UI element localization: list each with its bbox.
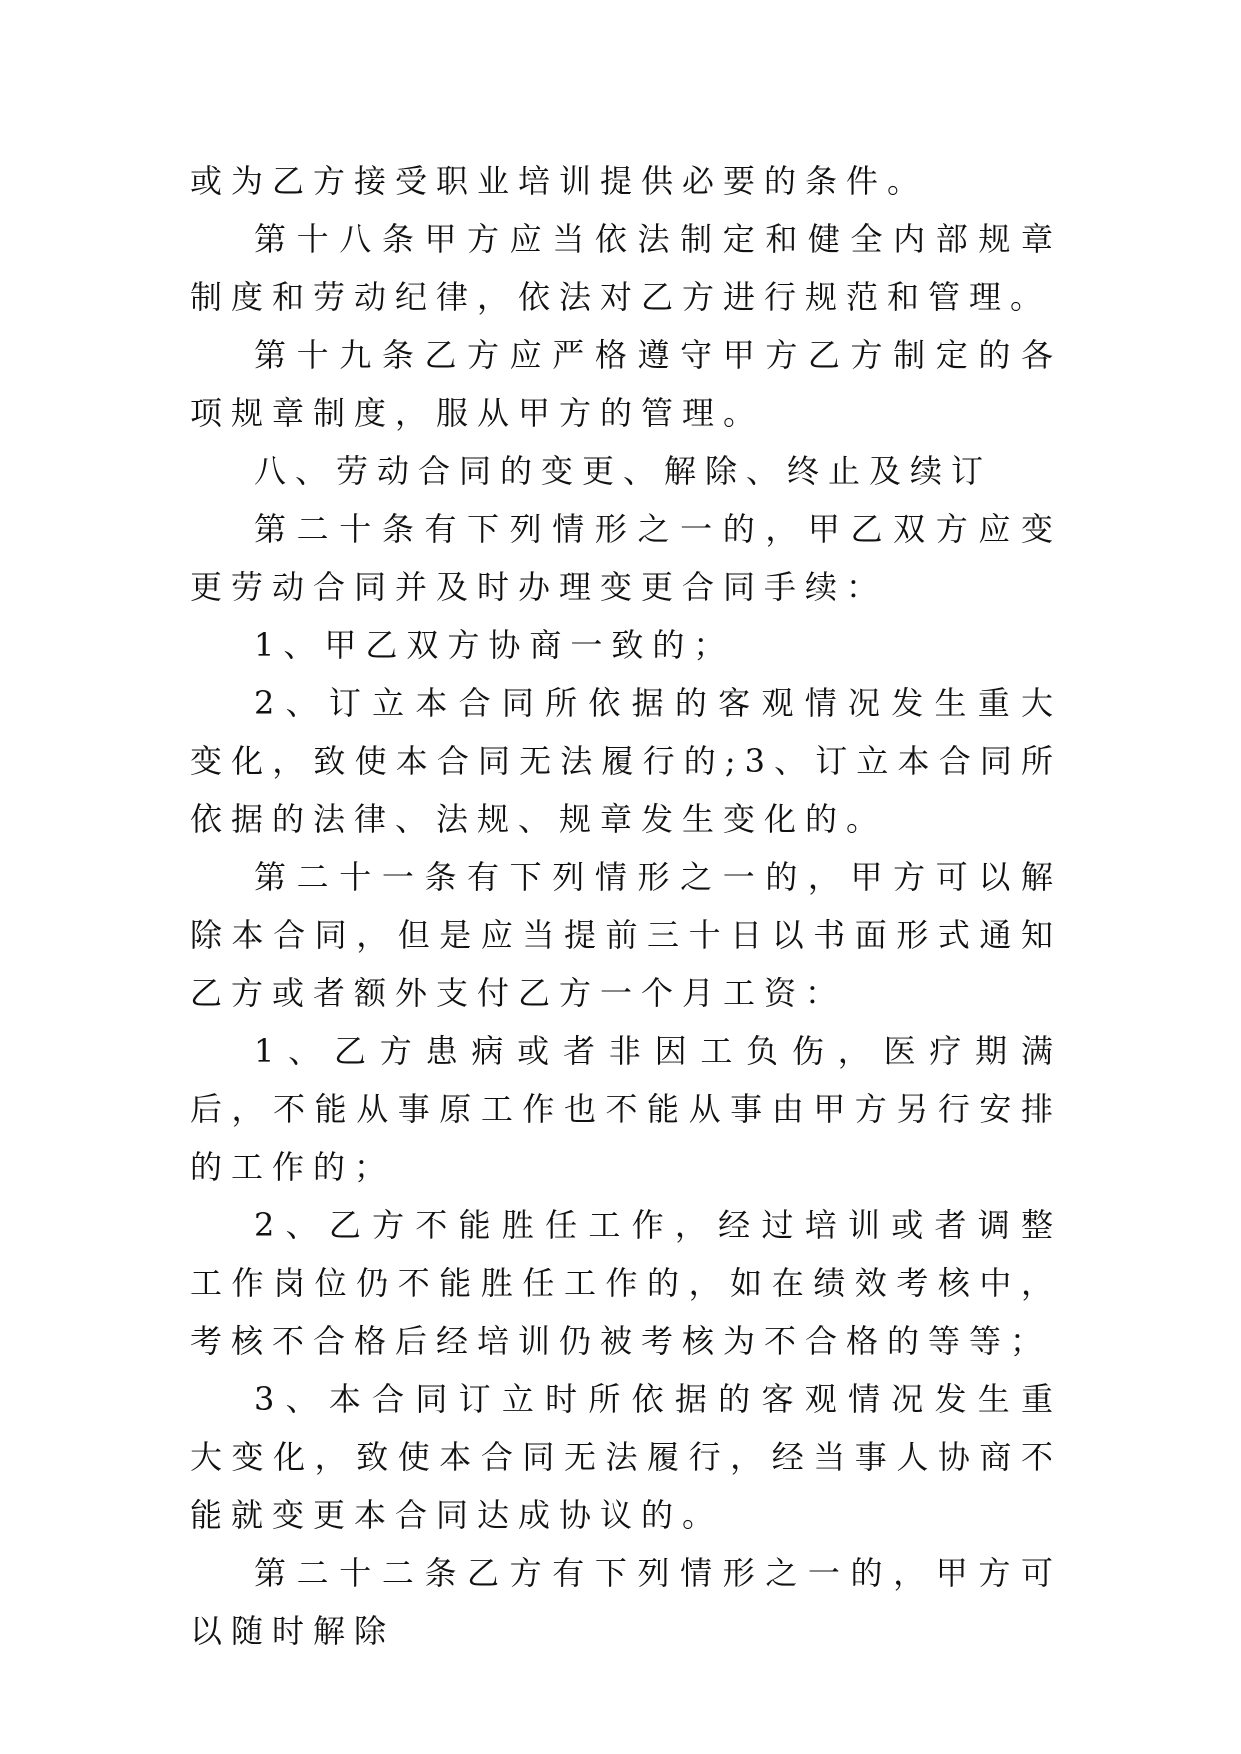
paragraph: 第二十一条有下列情形之一的，甲方可以解除本合同，但是应当提前三十日以书面形式通知乙方或者额外支付乙方一个月工资： (190, 858, 1062, 1012)
list-item: 1、甲乙双方协商一致的； (254, 626, 735, 664)
section-heading: 八、劳动合同的变更、解除、终止及续订 (254, 452, 993, 490)
paragraph: 第二十条有下列情形之一的，甲乙双方应变更劳动合同并及时办理变更合同手续： (190, 510, 1062, 606)
list-item: 1、乙方患病或者非因工负伤，医疗期满后，不能从事原工作也不能从事由甲方另行安排的工作的； (190, 1032, 1062, 1186)
paragraph: 第二十二条乙方有下列情形之一的，甲方可以随时解除 (190, 1554, 1062, 1650)
paragraph: 第十八条甲方应当依法制定和健全内部规章制度和劳动纪律，依法对乙方进行规范和管理。 (190, 220, 1062, 316)
document-body (190, 152, 1062, 1660)
paragraph: 或为乙方接受职业培训提供必要的条件。 (190, 162, 929, 200)
list-item: 2、乙方不能胜任工作，经过培训或者调整工作岗位仍不能胜任工作的，如在绩效考核中，考核不合格后经培训仍被考核为不合格的等等； (190, 1206, 1062, 1360)
paragraph: 第十九条乙方应严格遵守甲方乙方制定的各项规章制度，服从甲方的管理。 (190, 336, 1062, 432)
list-item: 3、本合同订立时所依据的客观情况发生重大变化，致使本合同无法履行，经当事人协商不能就变更本合同达成协议的。 (190, 1380, 1062, 1534)
list-item: 2、订立本合同所依据的客观情况发生重大变化，致使本合同无法履行的;3、订立本合同所依据的法律、法规、规章发生变化的。 (190, 684, 1062, 838)
